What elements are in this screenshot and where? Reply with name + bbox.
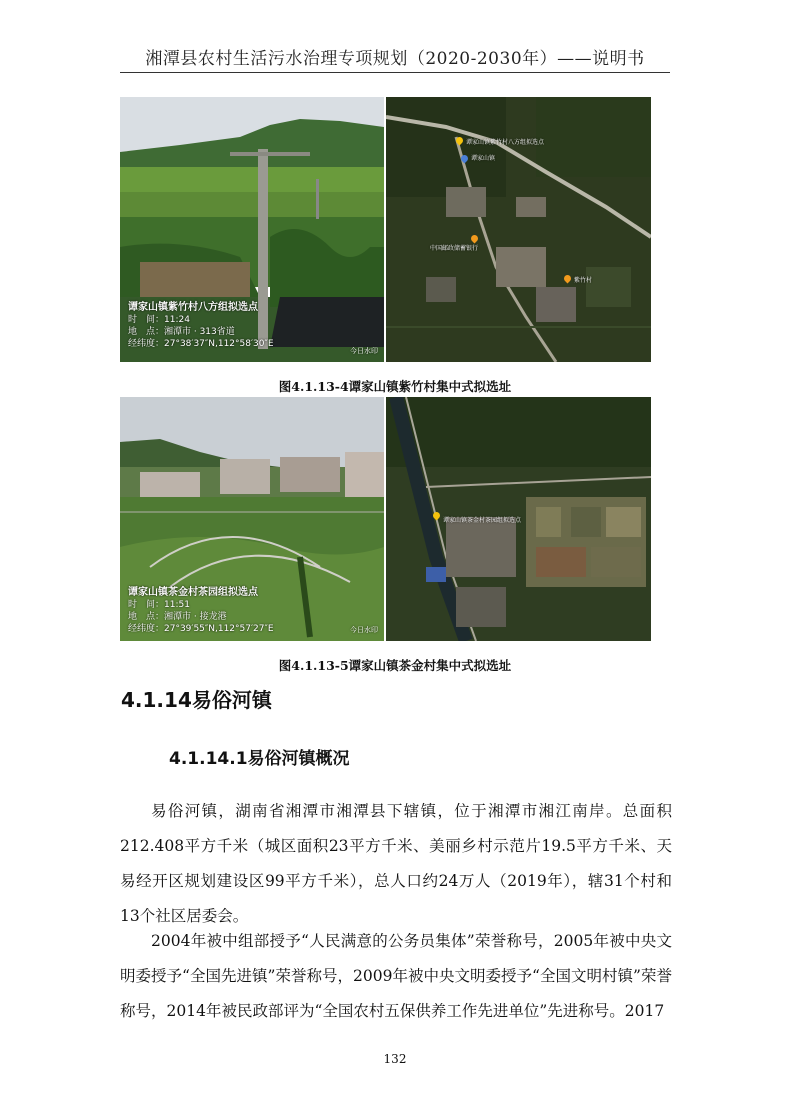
map-label: 紫竹村 bbox=[574, 277, 593, 284]
page-number: 132 bbox=[383, 1052, 407, 1066]
site-photo-zizhu bbox=[120, 97, 384, 362]
stamp-time: 时 间：11:24 bbox=[128, 315, 190, 325]
stamp-place: 地 点：湘潭市 · 313省道 bbox=[128, 327, 235, 337]
stamp-time: 时 间：11:51 bbox=[128, 600, 190, 610]
subsection-heading: 4.1.14.1易俗河镇概况 bbox=[169, 749, 350, 769]
satellite-map-zizhu bbox=[386, 97, 651, 362]
photo-stamp bbox=[128, 587, 274, 635]
map-label: 谭家山镇 bbox=[471, 155, 496, 162]
map-label: 谭家山镇紫竹村八方组拟选点 bbox=[466, 139, 545, 146]
stamp-coords: 经纬度：27°38′37″N,112°58′30″E bbox=[128, 339, 274, 349]
watermark: 今日水印 bbox=[350, 347, 378, 355]
map-label: 谭家山镇茶金村茶园组拟选点 bbox=[443, 517, 522, 524]
running-header: 湘潭县农村生活污水治理专项规划（2020-2030年）——说明书 bbox=[145, 49, 645, 69]
stamp-coords: 经纬度：27°39′55″N,112°57′27″E bbox=[128, 624, 274, 634]
satellite-map-chajin bbox=[386, 397, 651, 641]
header-rule bbox=[120, 72, 670, 73]
section-heading: 4.1.14易俗河镇 bbox=[121, 688, 272, 712]
watermark: 今日水印 bbox=[350, 626, 378, 634]
body-paragraph: 易俗河镇，湖南省湘潭市湘潭县下辖镇，位于湘潭市湘江南岸。总面积212.408平方千米（城区面积23平方千米、美丽乡村示范片19.5平方千米、天易经开区规划建设区99平方千米），总人口约24万人（2019年），辖31个村和13个社区居委会。 bbox=[120, 802, 672, 925]
stamp-title: 谭家山镇紫竹村八方组拟选点 bbox=[128, 302, 258, 313]
stamp-title: 谭家山镇茶金村茶园组拟选点 bbox=[128, 587, 258, 598]
map-label: 中国邮政储蓄银行 bbox=[430, 245, 479, 252]
photo-stamp bbox=[128, 302, 274, 350]
stamp-place: 地 点：湘潭市 · 接龙港 bbox=[128, 612, 227, 622]
figure-caption: 图4.1.13-4谭家山镇紫竹村集中式拟选址 bbox=[278, 379, 512, 394]
figure-caption: 图4.1.13-5谭家山镇茶金村集中式拟选址 bbox=[278, 658, 512, 673]
body-paragraph: 2004年被中组部授予“人民满意的公务员集体”荣誉称号，2005年被中央文明委授予“全国先进镇”荣誉称号，2009年被中央文明委授予“全国文明村镇”荣誉称号，2014年被民政部评为“全国农村五保供养工作先进单位”先进称号。2017 bbox=[120, 932, 672, 1020]
site-photo-chajin bbox=[120, 397, 384, 641]
